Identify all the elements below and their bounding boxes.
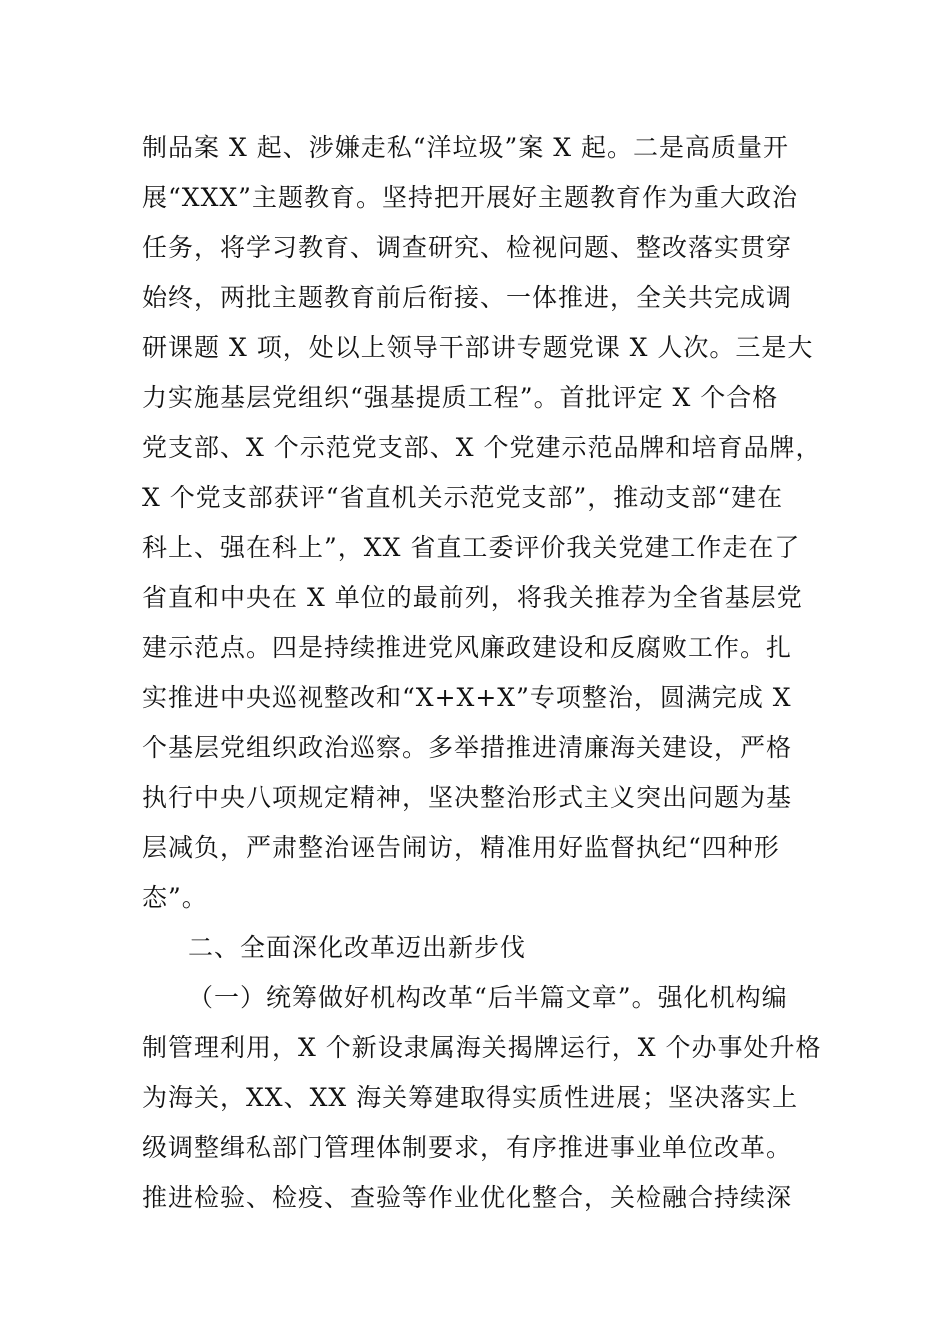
paragraph-line: 省直和中央在 X 单位的最前列，将我关推荐为全省基层党 [142, 583, 803, 612]
paragraph-line: 任务，将学习教育、调查研究、检视问题、整改落实贯穿 [142, 233, 793, 262]
paragraph-line: 推进检验、检疫、查验等作业优化整合，关检融合持续深 [142, 1183, 793, 1212]
paragraph-line: 力实施基层党组织“强基提质工程”。首批评定 X 个合格 [142, 383, 779, 412]
paragraph-line: 级调整缉私部门管理体制要求，有序推进事业单位改革。 [142, 1133, 793, 1162]
paragraph-line: 层减负，严肃整治诬告闹访，精准用好监督执纪“四种形 [142, 833, 780, 862]
paragraph-line: 为海关，XX、XX 海关筹建取得实质性进展；坚决落实上 [142, 1083, 799, 1112]
paragraph-line: 制品案 X 起、涉嫌走私“洋垃圾”案 X 起。二是高质量开 [142, 133, 789, 162]
paragraph-line: X 个党支部获评“省直机关示范党支部”，推动支部“建在 [142, 483, 784, 512]
paragraph-line: 执行中央八项规定精神，坚决整治形式主义突出问题为基 [142, 783, 793, 812]
paragraph-line: 党支部、X 个示范党支部、X 个党建示范品牌和培育品牌， [142, 433, 822, 462]
paragraph-line: 个基层党组织政治巡察。多举措推进清廉海关建设，严格 [142, 733, 793, 762]
paragraph-line: 实推进中央巡视整改和“X+X+X”专项整治，圆满完成 X [142, 683, 792, 712]
paragraph-line: 始终，两批主题教育前后衔接、一体推进，全关共完成调 [142, 283, 793, 312]
paragraph-line: 建示范点。四是持续推进党风廉政建设和反腐败工作。扎 [142, 633, 793, 662]
paragraph-line: 科上、强在科上”，XX 省直工委评价我关党建工作走在了 [142, 533, 801, 562]
paragraph-line: 态”。 [142, 883, 208, 912]
paragraph-line: 制管理利用，X 个新设隶属海关揭牌运行，X 个办事处升格 [142, 1033, 822, 1062]
paragraph-line: 研课题 X 项，处以上领导干部讲专题党课 X 人次。三是大 [142, 333, 814, 362]
subsection-heading-line: （一）统筹做好机构改革“后半篇文章”。强化机构编 [188, 983, 788, 1012]
paragraph-line: 展“XXX”主题教育。坚持把开展好主题教育作为重大政治 [142, 183, 798, 212]
section-heading: 二、全面深化改革迈出新步伐 [188, 933, 527, 962]
